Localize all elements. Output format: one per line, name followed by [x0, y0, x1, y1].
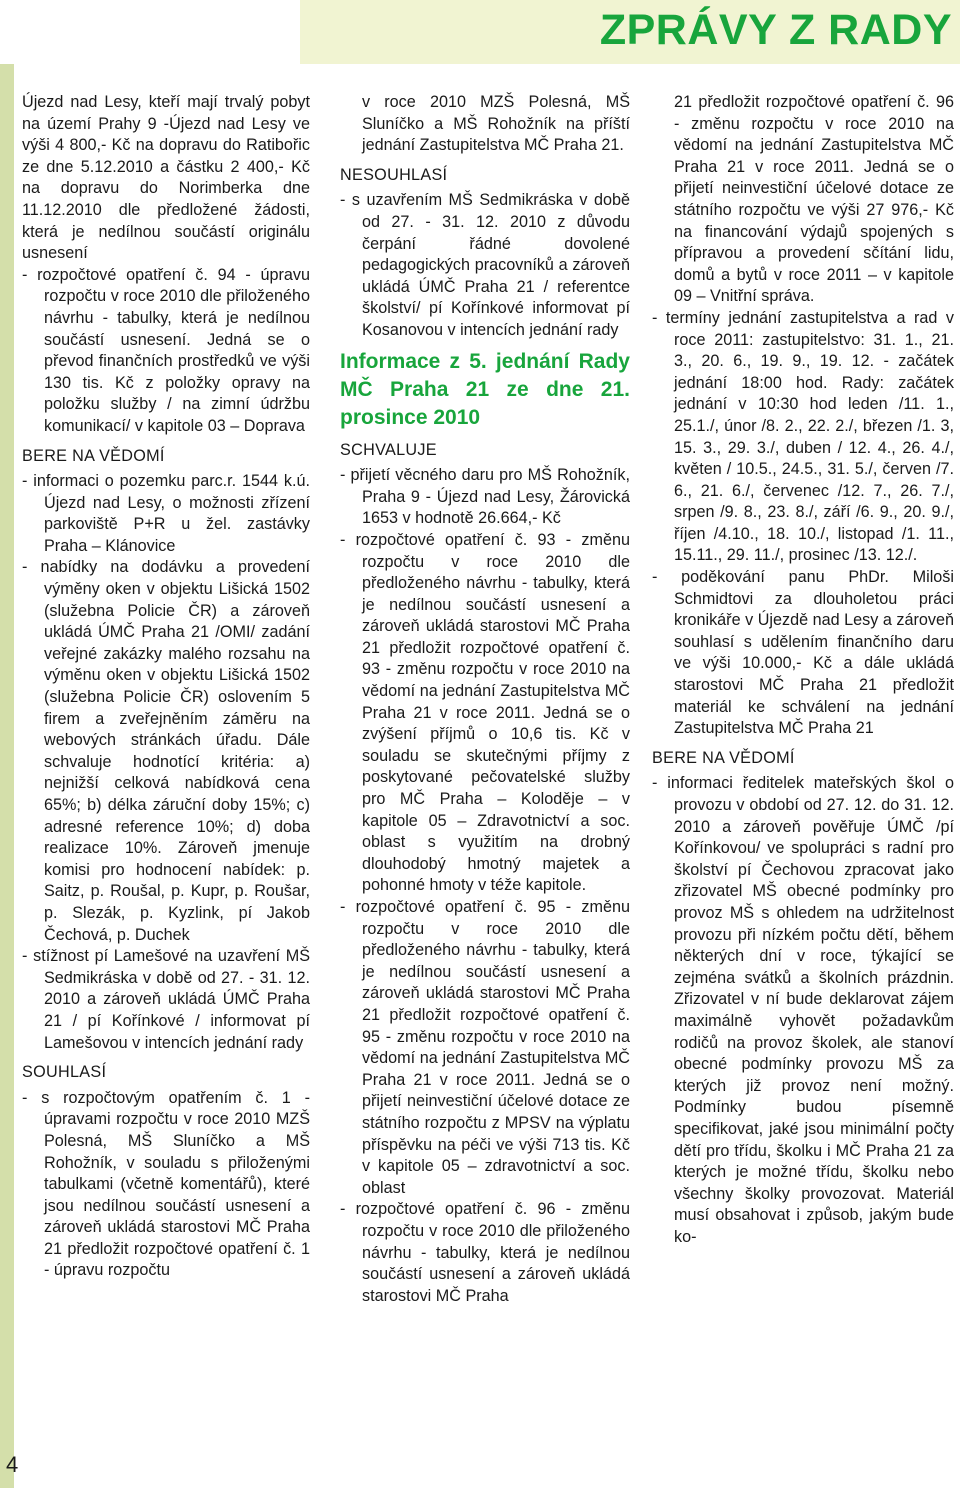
section-label-souhlasi: SOUHLASÍ [22, 1063, 107, 1082]
list-item: - s uzavřením MŠ Sedmikráska v době od 27. - 31. 12. 2010 z důvodu čerpání řádné dovolené pedagogických pracovníků a zároveň ukládá ÚMČ Praha 21 / referentce školství/ pí Kořínkové informovat pí Kosanovou v intencích jednání rady [340, 191, 630, 339]
column-2 [340, 92, 630, 1307]
list-item: - přijetí věcného daru pro MŠ Rohožník, Praha 9 - Újezd nad Lesy, Žárovická 1653 v hodnotě 26.664,- Kč [340, 466, 630, 528]
article-heading: Informace z 5. jednání Rady MČ Praha 21 ze dne 21. prosince 2010 [340, 349, 630, 429]
section-label-bere-na-vedomi: BERE NA VĚDOMÍ [652, 748, 795, 767]
paragraph: Újezd nad Lesy, kteří mají trvalý pobyt na území Prahy 9 -Újezd nad Lesy ve výši 4 800,- Kč na dopravu do Ratibořic ze dne 5.12.2010 a částku 2 400,- Kč na dopravu do Norimberka dne 11.12.2010 dle předložené žádosti, která je nedílnou součástí originálu usnesení [22, 93, 310, 263]
section-label-bere-na-vedomi: BERE NA VĚDOMÍ [22, 446, 165, 465]
column-3 [652, 92, 954, 1248]
column-1 [22, 92, 310, 1282]
paragraph: v roce 2010 MZŠ Polesná, MŠ Sluníčko a MŠ Rohožník na příští jednání Zastupitelstva MČ Praha 21. [362, 93, 630, 155]
paragraph: 21 předložit rozpočtové opatření č. 96 - změnu rozpočtu v roce 2010 na vědomí na jednání Zastupitelstva MČ Praha 21 v roce 2011. Jedná se o přijetí neinvestiční účelové dotace ze státního rozpočtu ve výši 27 976,- Kč na financování výdajů spojených s přípravou a provedení sčítání lidu, domů a bytů v roce 2011 – v kapitole 09 – Vnitřní správa. [674, 93, 954, 306]
list-item: - informaci ředitelek mateřských škol o provozu v období od 27. 12. do 31. 12. 2010 a zároveň pověřuje ÚMČ /pí Kořínkovou/ ve spolupráci s radní pro školství pí Čechovou zpracovat jako zřizovatel MŠ obecné podmínky pro provoz MŠ s ohledem na udržitelnost provozu při nízkém počtu dětí, během některých dní v roce, týkající se zejména svátků a školních prázdnin. Zřizovatel v ní bude deklarovat zájem maximálně vyhovět požadavkům rodičů na provoz školek, ale stanoví obecné podmínky provozu MŠ za kterých již provoz není možný. Podmínky budou písemně specifikovat, jaké jsou minimální počty dětí pro třídu, školku i MČ Praha 21 za kterých je možné třídu, školku nebo všechny školky provozovat. Materiál musí obsahovat i způsob, jakým bude ko- [652, 774, 954, 1246]
list-item: - rozpočtové opatření č. 95 - změnu rozpočtu v roce 2010 dle předloženého návrhu - tabulky, která je nedílnou součástí usnesení a zároveň ukládá starostovi MČ Praha 21 předložit rozpočtové opatření č. 95 - změnu rozpočtu v roce 2010 na vědomí na jednání Zastupitelstva MČ Praha 21 v roce 2011. Jedná se o přijetí neinvestiční účelové dotace ze státního rozpočtu z MPSV na výplatu příspěvku na péči ve výši 713 tis. Kč v kapitole 05 – zdravotnictví a soc. oblast [340, 898, 630, 1197]
list-item: - nabídky na dodávku a provedení výměny oken v objektu Lišická 1502 (služebna Policie ČR) a zároveň ukládá ÚMČ Praha 21 /OMI/ zadání veřejné zakázky malého rozsahu na výměnu oken v objektu Lišická 1502 (služebna Policie ČR) oslovením 5 firem a zveřejněním záměru na webových stránkách úřadu. Dále schvaluje hodnotící kritéria: a) nejnižší celková nabídková cena 65%; b) délka záruční doby 15%; c) adresné reference 10%; d) doba realizace 10%. Zároveň jmenuje komisi pro hodnocení nabídek: p. Saitz, p. Roušal, p. Kupr, p. Roušar, p. Slezák, p. Kyzlink, pí Jakob Čechová, p. Duchek [22, 558, 310, 944]
page-title: ZPRÁVY Z RADY [599, 6, 952, 54]
list-item: - rozpočtové opatření č. 96 - změnu rozpočtu v roce 2010 dle přiloženého návrhu - tabulky, která je nedílnou součástí usnesení a zároveň ukládá starostovi MČ Praha [340, 1200, 630, 1305]
page-number: 4 [6, 1452, 19, 1477]
left-margin-strip [0, 64, 14, 1488]
section-label-schvaluje: SCHVALUJE [340, 440, 437, 459]
list-item: - poděkování panu PhDr. Miloši Schmidtovi za dlouholetou práci kronikáře v Újezdě nad Lesy a zároveň souhlasí s udělením finančního daru ve výši 10.000,- Kč a dále ukládá starostovi MČ Praha 21 předložit materiál ke schválení na jednání Zastupitelstva MČ Praha 21 [652, 568, 954, 738]
list-item: - informaci o pozemku parc.r. 1544 k.ú. Újezd nad Lesy, o možnosti zřízení parkoviště P+R u žel. zastávky Praha – Klánovice [22, 472, 310, 555]
list-item: - rozpočtové opatření č. 93 - změnu rozpočtu v roce 2010 dle předloženého návrhu - tabulky, která je nedílnou součástí usnesení a zároveň ukládá starostovi MČ Praha 21 předložit rozpočtové opatření č. 93 - změnu rozpočtu v roce 2010 na vědomí na jednání Zastupitelstva MČ Praha 21 v roce 2011. Jedná se o zvýšení příjmů o 10,6 tis. Kč v souladu se skutečnými příjmy z poskytované pečovatelské služby pro MČ Praha – Koloděje – v kapitole 05 – Zdravotnictví a soc. oblast s využitím na drobný dlouhodobý hmotný majetek a pohonné hmoty v téže kapitole. [340, 530, 630, 895]
section-label-nesouhlasi: NESOUHLASÍ [340, 165, 448, 184]
list-item: - rozpočtové opatření č. 94 - úpravu rozpočtu v roce 2010 dle přiloženého návrhu - tabulky, která je nedílnou součástí usnesení. Jedná se o převod finančních prostředků ve výši 130 tis. Kč z položky opravy na položku služby / na zimní údržbu komunikací/ v kapitole 03 – Doprava [22, 265, 310, 435]
list-item: - termíny jednání zastupitelstva a rad v roce 2011: zastupitelstvo: 31. 1., 21. 3., 20. 6., 19. 9., 19. 12. - začátek jednání 18:00 hod. Rady: začátek jednání v 10:30 hod leden /11. 1., 25.1./, únor /8. 2., 22. 2./, březen /1. 3, 15. 3., 29. 3./, duben / 12. 4., 26. 4./, květen / 10.5., 24.5., 31. 5./, červen /7. 6., 21. 6./, červenec /12. 7., 26. 7./, srpen /9. 8., 23. 8./, září /6. 9., 20. 9./, říjen /4.10., 18. 10./, listopad /1. 11., 15.11., 29. 11./, prosinec /13. 12./. [652, 308, 954, 565]
list-item: - s rozpočtovým opatřením č. 1 - úpravami rozpočtu v roce 2010 MZŠ Polesná, MŠ Sluníčko a MŠ Rohožník, v souladu s přiloženými tabulkami (včetně komentářů), které jsou nedílnou součástí usnesení a zároveň ukládá starostovi MČ Praha 21 předložit rozpočtové opatření č. 1 - úpravu rozpočtu [22, 1088, 310, 1280]
list-item: - stížnost pí Lamešové na uzavření MŠ Sedmikráska v době od 27. - 31. 12. 2010 a zároveň ukládá ÚMČ Praha 21 / pí Kořínkové / informovat pí Lamešovou v intencích jednání rady [22, 947, 310, 1052]
